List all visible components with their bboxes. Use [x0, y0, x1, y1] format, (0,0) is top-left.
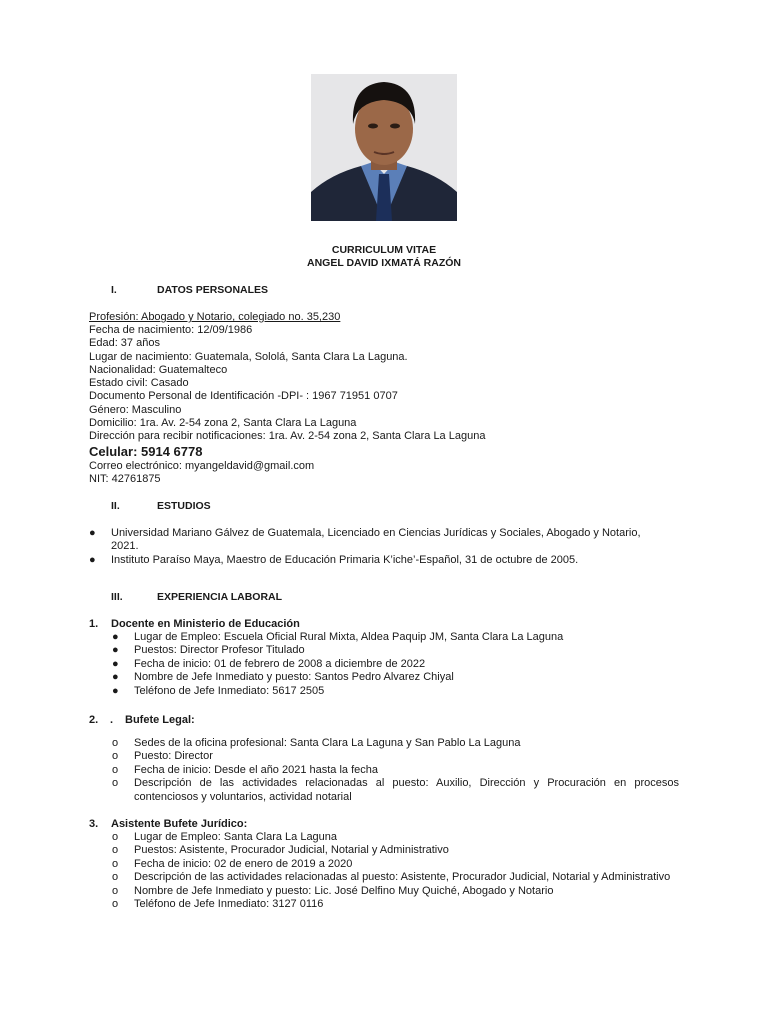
circle-bullet-icon: o [112, 763, 119, 776]
job-title: Asistente Bufete Jurídico: [111, 818, 248, 830]
profession: Profesión: Abogado y Notario, colegiado no. 35,230 [89, 311, 341, 323]
list-item [89, 553, 671, 567]
bullet-icon: ● [89, 527, 96, 539]
job-number-dot: . [110, 714, 114, 726]
studies-list [89, 527, 671, 567]
job-detail: Fecha de inicio: 02 de enero de 2019 a 2020 [134, 857, 353, 870]
dpi: Documento Personal de Identificación -DPI- : 1967 71951 0707 [89, 390, 398, 402]
job-detail: Descripción de las actividades relacionadas al puesto: Asistente, Procurador Judicial, Notarial y Administrativo [134, 871, 671, 884]
list-item [112, 777, 679, 804]
list-item [112, 644, 679, 657]
job-details-list [112, 737, 679, 804]
list-item [112, 831, 679, 844]
list-item [112, 857, 679, 871]
job-detail: Teléfono de Jefe Inmediato: 5617 2505 [134, 684, 325, 697]
list-item [112, 750, 679, 763]
candidate-name: ANGEL DAVID IXMATÁ RAZÓN [307, 257, 461, 269]
bullet-icon: ● [112, 631, 119, 643]
job-detail: Fecha de inicio: Desde el año 2021 hasta la fecha [134, 763, 378, 776]
bullet-icon: ● [112, 671, 119, 684]
job-title: Bufete Legal: [125, 714, 195, 726]
study-text: Universidad Mariano Gálvez de Guatemala, Licenciado en Ciencias Jurídicas y Sociales, Abogado y Notario, 2021. [111, 527, 641, 553]
job-detail: Puesto: Director [134, 750, 213, 763]
job-number: 2. [89, 714, 99, 726]
job-details-list [112, 831, 679, 911]
list-item [112, 844, 679, 857]
age: Edad: 37 años [89, 337, 160, 349]
section-label: DATOS PERSONALES [157, 284, 269, 296]
list-item [112, 763, 679, 777]
section-label: ESTUDIOS [157, 500, 211, 512]
circle-bullet-icon: o [112, 871, 119, 884]
circle-bullet-icon: o [112, 884, 119, 897]
job-detail: Fecha de inicio: 01 de febrero de 2008 a diciembre de 2022 [134, 657, 426, 670]
nit: NIT: 42761875 [89, 473, 161, 485]
birthdate: Fecha de nacimiento: 12/09/1986 [89, 324, 253, 336]
list-item [112, 684, 679, 698]
job-detail: Teléfono de Jefe Inmediato: 3127 0116 [134, 898, 324, 911]
circle-bullet-icon: o [112, 857, 119, 870]
section-number: II. [111, 500, 120, 512]
job-detail: Nombre de Jefe Inmediato y puesto: Santos Pedro Alvarez Chiyal [134, 671, 454, 684]
circle-bullet-icon: o [112, 750, 119, 763]
circle-bullet-icon: o [112, 831, 119, 843]
job-details-list [112, 631, 679, 698]
circle-bullet-icon: o [112, 777, 119, 790]
bullet-icon: ● [89, 553, 96, 566]
job-detail: Sedes de la oficina profesional: Santa Clara La Laguna y San Pablo La Laguna [134, 737, 521, 749]
job-detail: Descripción de las actividades relacionadas al puesto: Auxilio, Dirección y Procuración en procesos contenciosos y voluntarios, actividad notarial [134, 777, 679, 803]
email: Correo electrónico: myangeldavid@gmail.com [89, 460, 315, 472]
list-item [112, 671, 679, 684]
nationality: Nacionalidad: Guatemalteco [89, 364, 228, 376]
bullet-icon: ● [112, 644, 119, 657]
circle-bullet-icon: o [112, 898, 119, 911]
job-title: Docente en Ministerio de Educación [111, 618, 300, 630]
job-heading [89, 714, 195, 727]
list-item [112, 737, 679, 750]
job-detail: Nombre de Jefe Inmediato y puesto: Lic. José Delfino Muy Quiché, Abogado y Notario [134, 884, 554, 897]
circle-bullet-icon: o [112, 737, 119, 749]
notification-address: Dirección para recibir notificaciones: 1ra. Av. 2-54 zona 2, Santa Clara La Laguna [89, 430, 486, 442]
phone: Celular: 5914 6778 [89, 444, 203, 459]
study-text: Instituto Paraíso Maya, Maestro de Educación Primaria K’iche’-Español, 31 de octubre de 2005. [111, 553, 579, 566]
job-heading [89, 818, 248, 831]
bullet-icon: ● [112, 684, 119, 697]
civil-status: Estado civil: Casado [89, 377, 189, 389]
list-item [112, 657, 679, 671]
job-heading [89, 618, 300, 631]
job-detail: Puestos: Director Profesor Titulado [134, 644, 305, 657]
bullet-icon: ● [112, 657, 119, 670]
address: Domicilio: 1ra. Av. 2-54 zona 2, Santa Clara La Laguna [89, 417, 357, 429]
job-number: 3. [89, 818, 99, 830]
list-item [89, 527, 671, 554]
job-detail: Lugar de Empleo: Escuela Oficial Rural Mixta, Aldea Paquip JM, Santa Clara La Laguna [134, 631, 564, 643]
list-item [112, 631, 679, 644]
section-label: EXPERIENCIA LABORAL [157, 591, 283, 603]
section-number: I. [111, 284, 117, 296]
job-detail: Lugar de Empleo: Santa Clara La Laguna [134, 831, 338, 843]
list-item [112, 898, 679, 911]
document-title: CURRICULUM VITAE [331, 244, 437, 256]
profile-photo [311, 74, 457, 221]
job-number: 1. [89, 618, 99, 630]
gender: Género: Masculino [89, 404, 182, 416]
job-detail: Puestos: Asistente, Procurador Judicial, Notarial y Administrativo [134, 844, 449, 857]
section-number: III. [111, 591, 123, 603]
birthplace: Lugar de nacimiento: Guatemala, Sololá, Santa Clara La Laguna. [89, 351, 408, 363]
list-item [112, 871, 679, 884]
circle-bullet-icon: o [112, 844, 119, 857]
list-item [112, 884, 679, 898]
